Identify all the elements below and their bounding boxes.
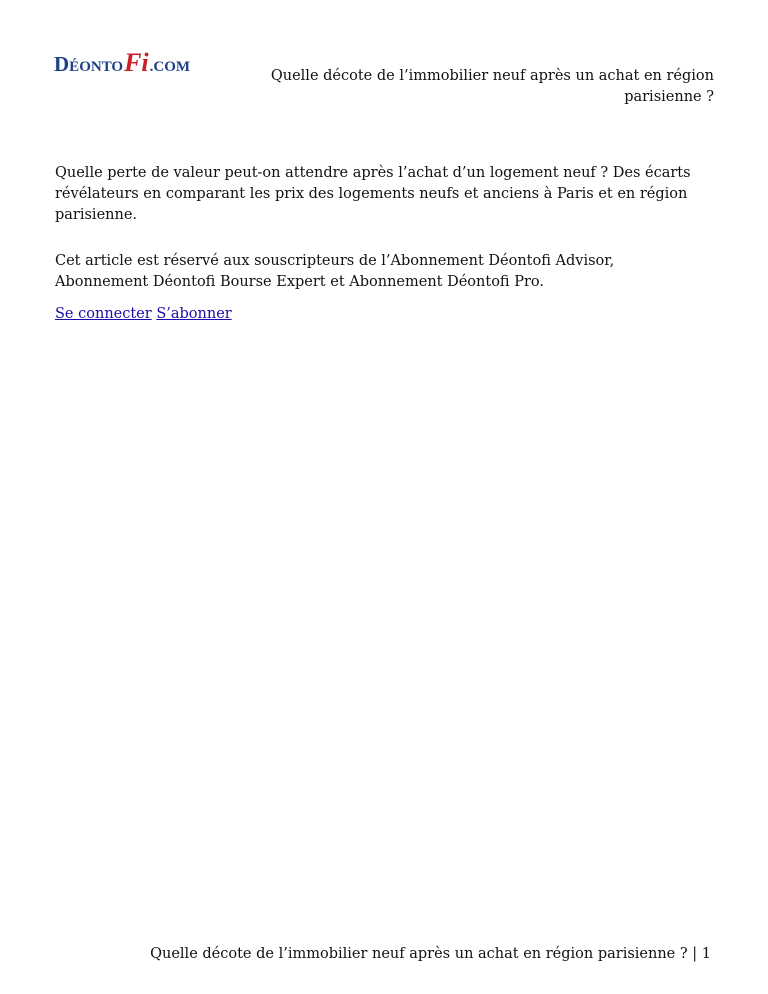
logo-letter-e: É — [69, 59, 80, 75]
logo-fi: Fi — [124, 48, 149, 77]
article-actions — [55, 304, 705, 325]
subscribe-link[interactable]: S’abonner — [156, 306, 232, 322]
page-footer — [150, 944, 711, 965]
deontofi-logo — [54, 50, 190, 76]
footer-separator: | — [692, 946, 698, 962]
header-title: Quelle décote de l’immobilier neuf après un achat en région parisienne ? — [270, 68, 714, 105]
footer-title: Quelle décote de l’immobilier neuf après un achat en région parisienne ? — [150, 946, 688, 962]
page-number: 1 — [701, 946, 711, 962]
logo-dot-com: .COM — [149, 59, 191, 75]
article-intro: Quelle perte de valeur peut-on attendre après l’achat d’un logement neuf ? Des écarts révélateurs en comparant les prix des logements neufs et anciens à Paris et en région parisienne. — [55, 165, 691, 223]
article-content — [55, 163, 705, 325]
login-link[interactable]: Se connecter — [55, 306, 152, 322]
logo-letter-d: D — [54, 52, 70, 76]
logo-onto: ONTO — [79, 59, 124, 75]
restricted-notice: Cet article est réservé aux souscripteurs de l’Abonnement Déontofi Advisor, Abonnement Déontofi Bourse Expert et Abonnement Déontofi Pro. — [55, 253, 615, 290]
